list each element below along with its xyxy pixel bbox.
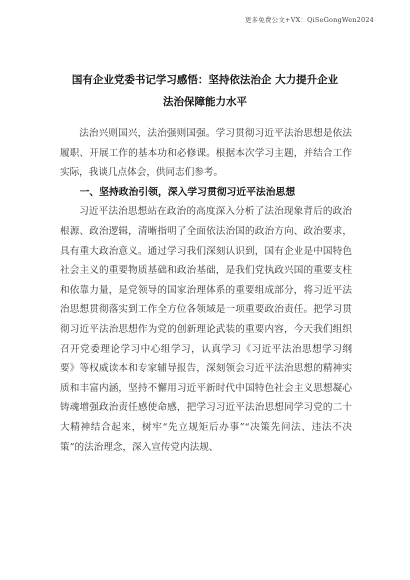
intro-paragraph: 法治兴则国兴，法治强则国强。学习贯彻习近平法治思想是依法履职、开展工作的基本功和必修课。根据本次学习主题，并结合工作实际，我谈几点体会，供同志们参考。 <box>60 128 352 179</box>
section1-paragraph: 习近平法治思想站在政治的高度深入分析了法治现象背后的政治根源、政治逻辑，清晰指明了全面依法治国的政治方向、政治要求，具有重大政治意义。通过学习我们深刻认识到，国有企业是中国特色社会主义的重要物质基础和政治基础，是我们党执政兴国的重要支柱和依靠力量，是党领导的国家治理体系的重要组成部分，将习近平法治思想贯彻落实到工作全方位各领域是一项重要政治责任。把学习贯彻习近平法治思想作为党的创新理论武装的重要内容，今天我们组织召开党委理论学习中心组学习，认真学习《习近平法治思想学习纲要》等权威读本和专家辅导报告，深刻领会习近平法治思想的精神实质和丰富内涵，坚持不懈用习近平新时代中国特色社会主义思想凝心铸魂增强政治责任感使命感，把学习习近平法治思想同学习党的二十大精神结合起来，树牢“先立规矩后办事”“决策先问法、违法不决策”的法治理念，深入宣传党内法规、 <box>60 206 352 453</box>
section1-heading: 一、坚持政治引领，深入学习贯彻习近平法治思想 <box>79 186 296 198</box>
watermark-text: 更多免费公文+VX：QiSeGongWen2024 <box>244 16 374 24</box>
document-body <box>60 124 352 457</box>
document-title-line2: 法治保障能力水平 <box>163 96 247 108</box>
document-title-line1: 国有企业党委书记学习感悟：坚持依法治企 大力提升企业 <box>71 74 339 86</box>
